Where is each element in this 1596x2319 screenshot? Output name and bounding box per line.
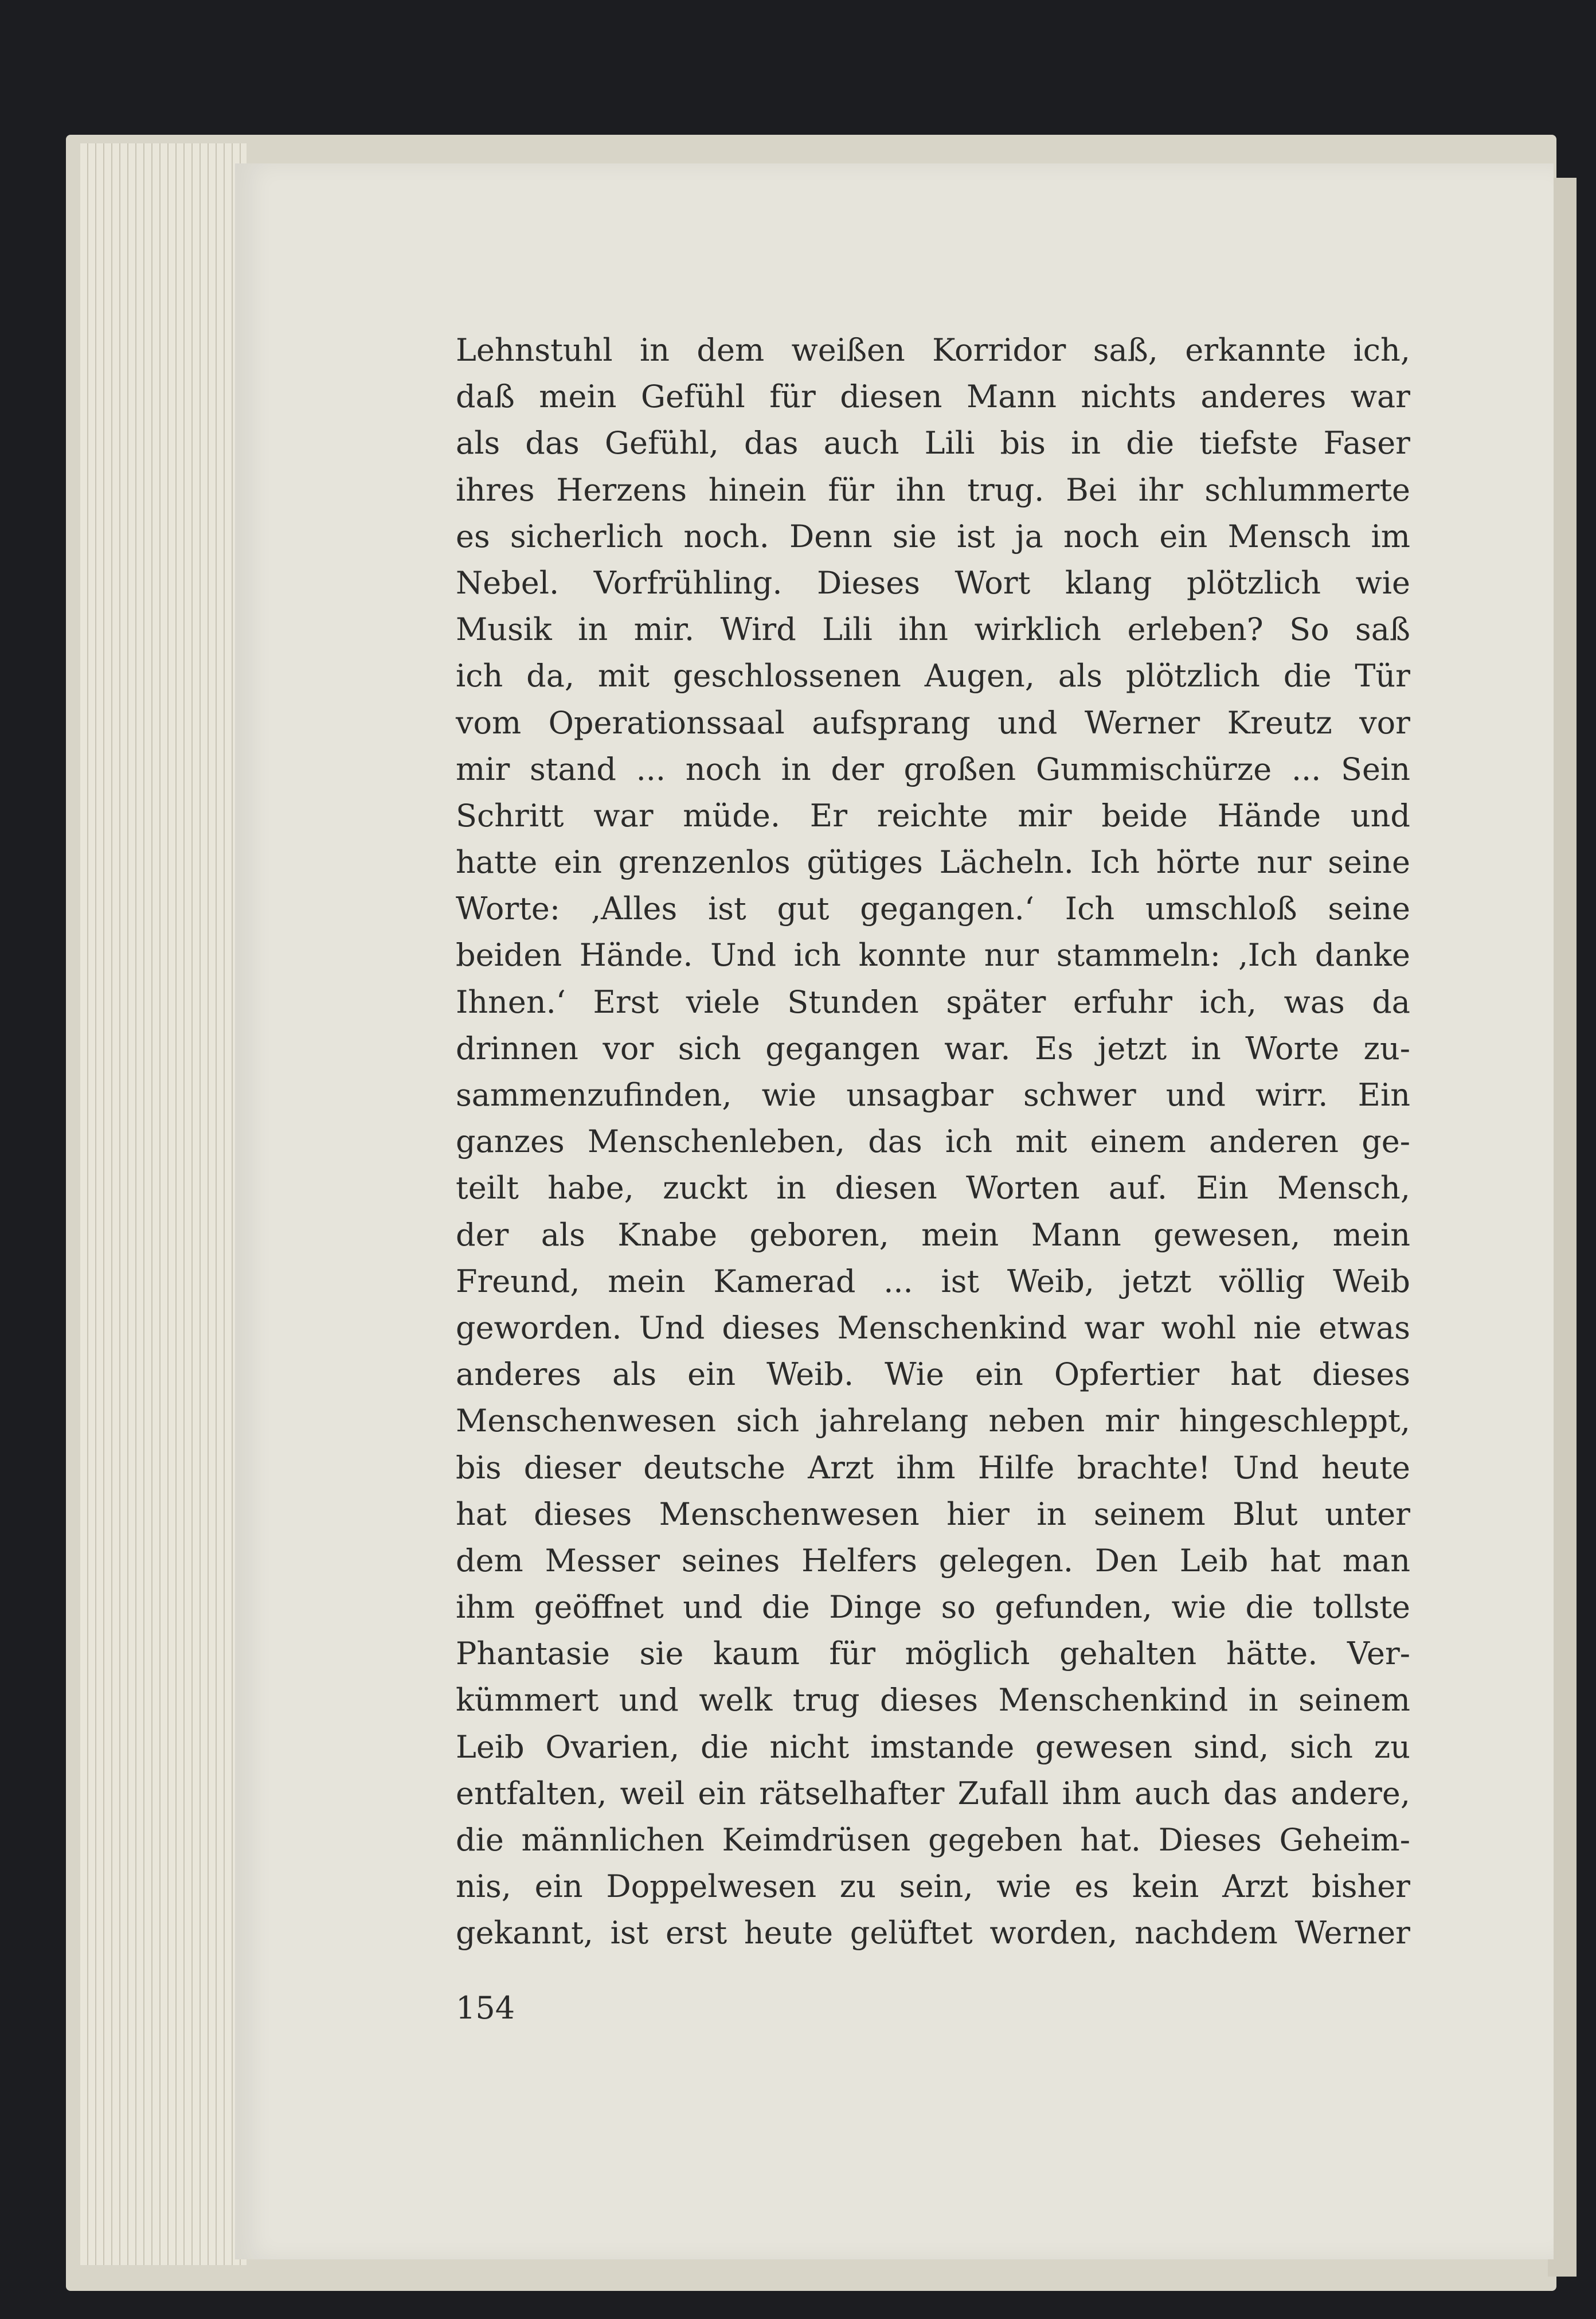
text-line: drinnen vor sich gegangen war. Es jetzt in Worte zu- [456, 1030, 1410, 1067]
text-line: entfalten, weil ein rätselhafter Zufall ihm auch das andere, [456, 1775, 1410, 1812]
text-line: anderes als ein Weib. Wie ein Opfertier hat dieses [456, 1356, 1410, 1393]
body-text [456, 327, 1410, 1957]
text-line: es sicherlich noch. Denn sie ist ja noch ein Mensch im [456, 518, 1410, 555]
text-line: ganzes Menschenleben, das ich mit einem anderen ge- [456, 1123, 1410, 1160]
text-line: kümmert und welk trug dieses Menschenkind in seinem [456, 1682, 1410, 1719]
text-line: ich da, mit geschlossenen Augen, als plötzlich die Tür [456, 658, 1410, 694]
text-line: ihres Herzens hinein für ihn trug. Bei ihr schlummerte [456, 471, 1410, 508]
text-line: hatte ein grenzenlos gütiges Lächeln. Ich hörte nur seine [456, 844, 1410, 881]
text-line: vom Operationssaal aufsprang und Werner Kreutz vor [456, 704, 1410, 741]
page-number: 154 [456, 1990, 515, 2026]
text-line: bis dieser deutsche Arzt ihm Hilfe brachte! Und heute [456, 1449, 1410, 1486]
text-line: der als Knabe geboren, mein Mann gewesen, mein [456, 1216, 1410, 1253]
text-line: Nebel. Vorfrühling. Dieses Wort klang plötzlich wie [456, 564, 1410, 601]
text-line: Schritt war müde. Er reichte mir beide Hände und [456, 797, 1410, 834]
text-line: Phantasie sie kaum für möglich gehalten hätte. Ver- [456, 1635, 1410, 1672]
text-line: daß mein Gefühl für diesen Mann nichts anderes war [456, 378, 1410, 415]
text-line: als das Gefühl, das auch Lili bis in die tiefste Faser [456, 425, 1410, 462]
text-line: die männlichen Keimdrüsen gegeben hat. Dieses Geheim- [456, 1822, 1410, 1858]
text-line: Lehnstuhl in dem weißen Korridor saß, erkannte ich, [456, 332, 1410, 368]
text-line: hat dieses Menschenwesen hier in seinem Blut unter [456, 1496, 1410, 1532]
text-line: ihm geöffnet und die Dinge so gefunden, wie die tollste [456, 1589, 1410, 1626]
text-line: sammenzufinden, wie unsagbar schwer und wirr. Ein [456, 1077, 1410, 1113]
text-line: nis, ein Doppelwesen zu sein, wie es kein Arzt bisher [456, 1868, 1410, 1905]
text-line: Freund, mein Kamerad ... ist Weib, jetzt völlig Weib [456, 1263, 1410, 1299]
text-line: Menschenwesen sich jahrelang neben mir hingeschleppt, [456, 1403, 1410, 1439]
text-line: Musik in mir. Wird Lili ihn wirklich erleben? So saß [456, 611, 1410, 648]
page-edges [80, 143, 247, 2265]
text-line: Worte: ‚Alles ist gut gegangen.‘ Ich umschloß seine [456, 891, 1410, 927]
text-line: Leib Ovarien, die nicht imstande gewesen sind, sich zu [456, 1728, 1410, 1765]
text-line: beiden Hände. Und ich konnte nur stammeln: ‚Ich danke [456, 937, 1410, 974]
text-line: Ihnen.‘ Erst viele Stunden später erfuhr ich, was da [456, 983, 1410, 1020]
text-line: gekannt, ist erst heute gelüftet worden, nachdem Werner [456, 1915, 1410, 1951]
text-line: geworden. Und dieses Menschenkind war wohl nie etwas [456, 1309, 1410, 1346]
text-line: dem Messer seines Helfers gelegen. Den Leib hat man [456, 1542, 1410, 1579]
text-line: mir stand ... noch in der großen Gummischürze ... Sein [456, 751, 1410, 787]
text-line: teilt habe, zuckt in diesen Worten auf. Ein Mensch, [456, 1170, 1410, 1207]
